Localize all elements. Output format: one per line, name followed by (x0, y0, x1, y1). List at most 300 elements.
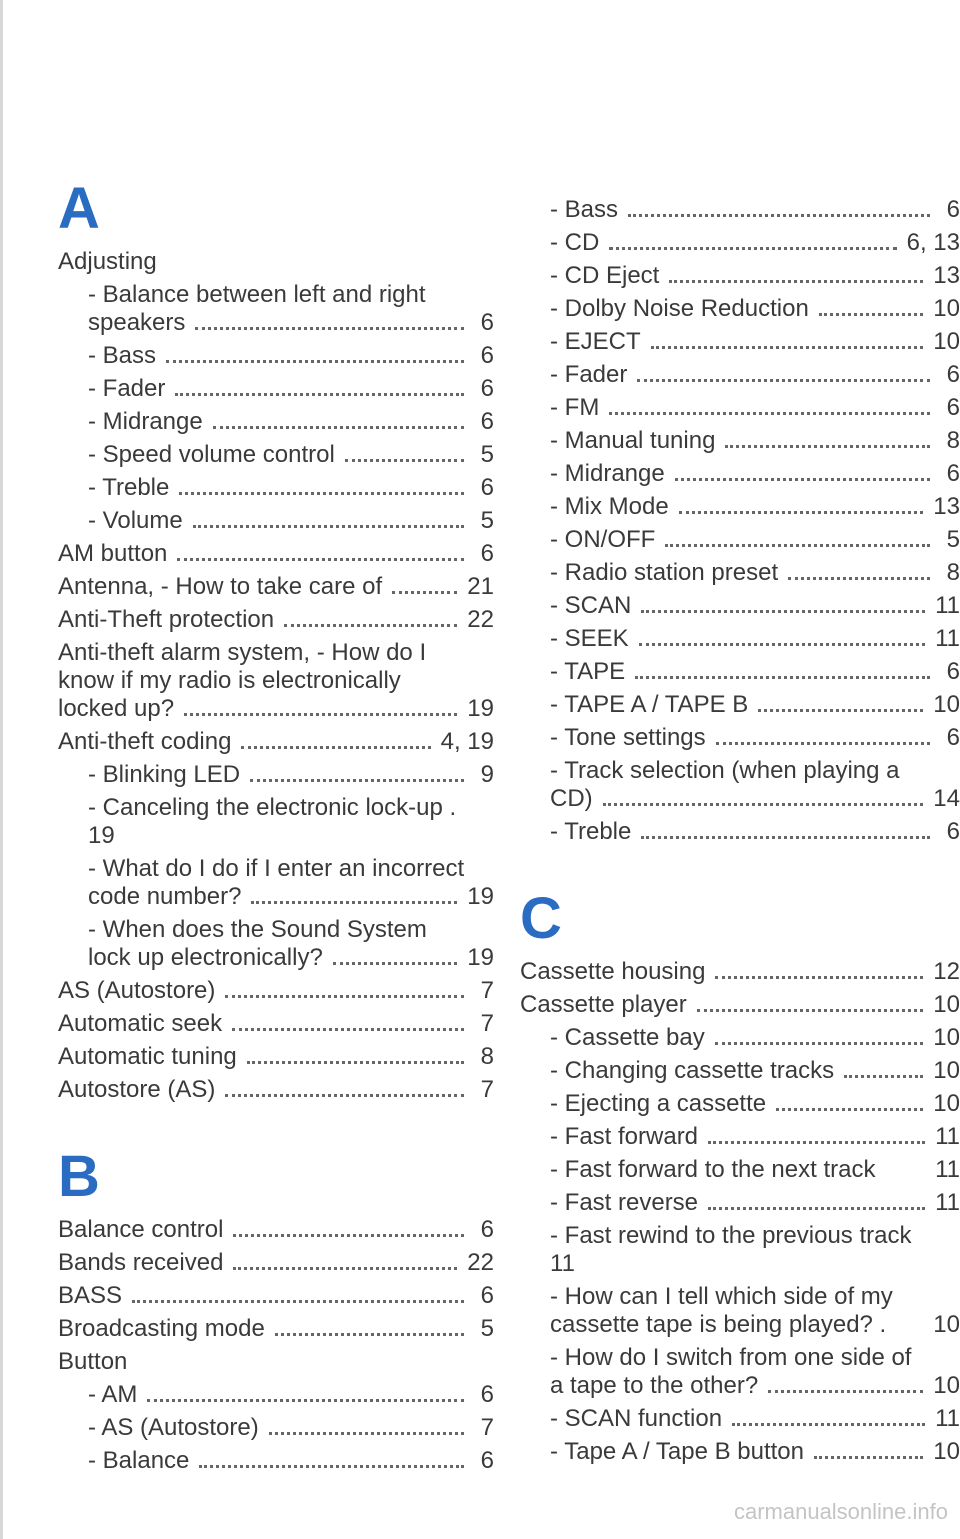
index-entry-row (550, 625, 960, 653)
index-entry-row (550, 262, 960, 290)
page-number: 6 (480, 1447, 494, 1474)
page-number: 7 (480, 1076, 494, 1103)
index-entry-label: - SCAN function (550, 1405, 723, 1432)
index-entry-label: Button (58, 1348, 128, 1375)
dot-leader (184, 713, 457, 716)
dot-leader (708, 1141, 925, 1144)
dot-leader (225, 1094, 464, 1097)
dot-leader (392, 591, 457, 594)
index-entry (520, 559, 960, 587)
page-number: 8 (946, 559, 960, 586)
index-entry-row (550, 394, 960, 422)
index-entry (520, 1405, 960, 1433)
index-entry (58, 606, 494, 634)
page-number: 7 (480, 1414, 494, 1441)
dot-leader (275, 1333, 464, 1336)
index-entry (520, 427, 960, 455)
index-entry-text: know if my radio is electronically (58, 667, 401, 694)
index-entry (58, 281, 494, 337)
index-entry-label: 11 (550, 1250, 575, 1277)
index-entry-row (58, 695, 494, 723)
dot-leader (147, 1399, 464, 1402)
dot-leader (675, 478, 930, 481)
index-entry-row (550, 427, 960, 455)
page-number: 12 (933, 958, 960, 985)
index-entry-label: - Fast reverse (550, 1189, 699, 1216)
page-number: 6 (480, 408, 494, 435)
page-number: 5 (480, 441, 494, 468)
dot-leader (232, 1028, 464, 1031)
index-entry-row (550, 559, 960, 587)
page-number: 13 (933, 493, 960, 520)
dot-leader (225, 995, 464, 998)
page-number: 21 (467, 573, 494, 600)
index-entry (520, 229, 960, 257)
index-entry-label: - Ejecting a cassette (550, 1090, 767, 1117)
dot-leader (651, 346, 924, 349)
index-entry-label: Automatic seek (58, 1010, 223, 1037)
index-entry-label: - CD Eject (550, 262, 660, 289)
index-entry-label: - Blinking LED (88, 761, 241, 788)
dot-leader (177, 558, 464, 561)
index-entry (520, 658, 960, 686)
index-entry-label: speakers (88, 309, 186, 336)
index-entry-row (550, 592, 960, 620)
page-number: 5 (480, 1315, 494, 1342)
index-entry (58, 1381, 494, 1409)
dot-leader (776, 1108, 923, 1111)
page-number: 11 (935, 1123, 960, 1150)
index-entry (58, 248, 494, 276)
index-entry-text: - Fast rewind to the previous track (550, 1222, 912, 1249)
dot-leader (195, 327, 464, 330)
page-number: 6 (480, 375, 494, 402)
page-number: 6 (480, 342, 494, 369)
dot-leader (725, 445, 930, 448)
page-number: 19 (467, 695, 494, 722)
dot-leader (844, 1075, 923, 1078)
index-entry-label: Antenna, - How to take care of (58, 573, 383, 600)
index-entry (58, 1282, 494, 1310)
dot-leader (213, 426, 464, 429)
page-number: 6 (946, 818, 960, 845)
dot-leader (635, 676, 930, 679)
index-entry-row (550, 295, 960, 323)
index-entry-label: - Fast forward to the next track (550, 1156, 876, 1183)
dot-leader (233, 1267, 457, 1270)
index-entry-label: lock up electronically? (88, 944, 323, 971)
page-number: 10 (933, 691, 960, 718)
index-entry-label: - Balance (88, 1447, 190, 1474)
index-entry-row (88, 375, 494, 403)
dot-leader (333, 962, 458, 965)
index-entry-row (520, 958, 960, 986)
dot-leader (179, 492, 464, 495)
index-entry-row (58, 1010, 494, 1038)
index-entry-label: - Mix Mode (550, 493, 669, 520)
index-entry (58, 474, 494, 502)
index-entry (520, 1123, 960, 1151)
dot-leader (715, 1042, 924, 1045)
page-number: 6 (480, 1216, 494, 1243)
index-entry-label: - EJECT (550, 328, 641, 355)
index-entry-label: - SCAN (550, 592, 632, 619)
page-number: 10 (933, 1024, 960, 1051)
dot-leader (732, 1423, 925, 1426)
index-entry-row (550, 1189, 960, 1217)
dot-leader (814, 1456, 923, 1459)
index-entry (520, 1344, 960, 1400)
index-entry-label: - Tone settings (550, 724, 706, 751)
index-entry-text: - Canceling the electronic lock-up . (88, 794, 457, 821)
page-number: 11 (935, 1189, 960, 1216)
index-entry (58, 1315, 494, 1343)
page-number: 19 (467, 883, 494, 910)
index-entry-row (58, 540, 494, 568)
index-entry-row (58, 1249, 494, 1277)
index-entry-text: - When does the Sound System (88, 916, 427, 943)
index-entry (520, 1090, 960, 1118)
dot-leader (708, 1207, 925, 1210)
dot-leader (637, 379, 930, 382)
index-entry-label: BASS (58, 1282, 123, 1309)
index-entry-label: - Treble (88, 474, 170, 501)
dot-leader (715, 976, 923, 979)
index-entry-label: - Treble (550, 818, 632, 845)
index-entry (58, 1216, 494, 1244)
index-entry-row (550, 1405, 960, 1433)
dot-leader (641, 836, 930, 839)
page-number: 4, 19 (440, 728, 494, 755)
section-letter: C (520, 886, 562, 951)
index-entry-row (520, 991, 960, 1019)
page-number: 6 (480, 309, 494, 336)
index-entry-row (58, 573, 494, 601)
page-number: 6 (480, 1282, 494, 1309)
index-entry-row (550, 526, 960, 554)
dot-leader (788, 577, 930, 580)
dot-leader (269, 1432, 464, 1435)
dot-leader (609, 247, 896, 250)
index-entry-label: Automatic tuning (58, 1043, 237, 1070)
index-entry-label: - SEEK (550, 625, 629, 652)
page-number: 10 (933, 1372, 960, 1399)
index-entry (520, 1057, 960, 1085)
page-number: 6 (946, 460, 960, 487)
page-number: 11 (935, 1156, 960, 1183)
page-number: 5 (480, 507, 494, 534)
dot-leader (199, 1465, 464, 1468)
index-entry-label: Bands received (58, 1249, 224, 1276)
index-entry-row (88, 309, 494, 337)
index-entry (58, 794, 494, 850)
index-entry-row (58, 1282, 494, 1310)
index-entry (520, 493, 960, 521)
index-left-column (58, 176, 494, 1480)
index-entry (520, 757, 960, 813)
page-number: 13 (933, 262, 960, 289)
index-entry-row (550, 196, 960, 224)
index-entry-row (550, 460, 960, 488)
index-entry-row (550, 328, 960, 356)
index-entry (58, 573, 494, 601)
page-number: 10 (933, 1438, 960, 1465)
dot-leader (628, 214, 930, 217)
index-entry-label: AM button (58, 540, 168, 567)
index-entry (520, 592, 960, 620)
index-entry-row (550, 1438, 960, 1466)
index-entry-row (550, 361, 960, 389)
index-entry (58, 1249, 494, 1277)
dot-leader (819, 313, 924, 316)
index-entry-row (550, 493, 960, 521)
index-entry (58, 441, 494, 469)
index-entry (58, 728, 494, 756)
index-entry-label: locked up? (58, 695, 175, 722)
index-entry-row (58, 248, 494, 276)
section-letter: A (58, 176, 100, 241)
index-entry-row (88, 408, 494, 436)
index-entry (520, 295, 960, 323)
index-entry-label: - Cassette bay (550, 1024, 705, 1051)
dot-leader (716, 742, 930, 745)
page-number: 14 (933, 785, 960, 812)
dot-leader (284, 624, 457, 627)
page-edge (0, 0, 3, 1539)
index-entry-label: AS (Autostore) (58, 977, 216, 1004)
index-entry-row (550, 658, 960, 686)
index-entry-label: - Fader (550, 361, 628, 388)
dot-leader (241, 746, 430, 749)
index-entry (58, 1414, 494, 1442)
index-entry (520, 328, 960, 356)
index-entry-row (58, 606, 494, 634)
dot-leader (193, 525, 464, 528)
dot-leader (166, 360, 464, 363)
index-entry-text: - What do I do if I enter an incorrect (88, 855, 465, 882)
page-number: 6 (946, 724, 960, 751)
index-entry-label: - AS (Autostore) (88, 1414, 259, 1441)
dot-leader (250, 779, 464, 782)
page-number: 8 (480, 1043, 494, 1070)
index-entry-text: Anti-theft alarm system, - How do I (58, 639, 427, 666)
index-entry-label: - Radio station preset (550, 559, 779, 586)
page-number: 22 (467, 606, 494, 633)
page-number: 6 (946, 196, 960, 223)
index-entry (520, 196, 960, 224)
index-entry-label: - Tape A / Tape B button (550, 1438, 804, 1465)
index-entry-label: - Volume (88, 507, 183, 534)
index-entry-row (88, 474, 494, 502)
page-number: 22 (467, 1249, 494, 1276)
index-entry-row (550, 818, 960, 846)
index-entry-label: - FM (550, 394, 600, 421)
index-entry (58, 639, 494, 723)
index-entry-row (550, 229, 960, 257)
dot-leader (641, 610, 925, 613)
index-entry-row (550, 1156, 960, 1184)
index-entry (58, 375, 494, 403)
page-number: 10 (933, 1311, 960, 1338)
index-entry (520, 818, 960, 846)
index-entry (58, 1043, 494, 1071)
index-entry-label: - CD (550, 229, 600, 256)
index-entry (520, 724, 960, 752)
page-number: 5 (946, 526, 960, 553)
index-entry-row (88, 822, 494, 850)
index-entry-row (550, 724, 960, 752)
dot-leader (758, 709, 923, 712)
index-entry-row (58, 1315, 494, 1343)
index-entry (58, 761, 494, 789)
index-entry (520, 958, 960, 986)
index-entry-label: - Bass (550, 196, 619, 223)
index-entry-label: cassette tape is being played? . (550, 1311, 887, 1338)
index-entry (58, 540, 494, 568)
index-entry-label: - Changing cassette tracks (550, 1057, 835, 1084)
dot-leader (603, 803, 924, 806)
index-entry-label: - Fader (88, 375, 166, 402)
index-entry-row (88, 761, 494, 789)
index-entry-label: Adjusting (58, 248, 157, 275)
index-entry-label: Balance control (58, 1216, 224, 1243)
dot-leader (345, 459, 464, 462)
index-entry (520, 1222, 960, 1278)
index-entry-row (88, 1447, 494, 1475)
page-number: 11 (935, 592, 960, 619)
index-entry (520, 394, 960, 422)
index-entry (520, 991, 960, 1019)
index-entry-label: - Fast forward (550, 1123, 699, 1150)
page-number: 10 (933, 328, 960, 355)
index-entry-row (88, 507, 494, 535)
index-entry (58, 1348, 494, 1376)
dot-leader (697, 1009, 924, 1012)
index-entry-label: - TAPE A / TAPE B (550, 691, 749, 718)
page-number: 6 (480, 1381, 494, 1408)
index-entry (520, 1189, 960, 1217)
dot-leader (233, 1234, 464, 1237)
index-entry (58, 916, 494, 972)
index-entry (58, 855, 494, 911)
index-entry-label: - Midrange (550, 460, 665, 487)
index-entry-text: - How can I tell which side of my (550, 1283, 893, 1310)
index-entry (58, 977, 494, 1005)
index-entry-text: - Balance between left and right (88, 281, 426, 308)
dot-leader (639, 643, 925, 646)
index-entry (520, 460, 960, 488)
index-entry-label: Cassette housing (520, 958, 706, 985)
index-entry-row (58, 1348, 494, 1376)
page-number: 6 (946, 658, 960, 685)
index-entry-row (550, 785, 960, 813)
index-entry-text: - Track selection (when playing a (550, 757, 900, 784)
page-number: 8 (946, 427, 960, 454)
index-entry-row (550, 1123, 960, 1151)
index-entry-label: - AM (88, 1381, 138, 1408)
index-entry (520, 1438, 960, 1466)
page-number: 6, 13 (906, 229, 960, 256)
index-entry (58, 1076, 494, 1104)
page-number: 6 (946, 394, 960, 421)
index-entry-label: CD) (550, 785, 593, 812)
index-entry-label: - Manual tuning (550, 427, 716, 454)
dot-leader (665, 544, 930, 547)
index-entry (520, 1024, 960, 1052)
index-entry-row (88, 342, 494, 370)
index-entry-row (550, 1024, 960, 1052)
index-right-column (520, 196, 960, 1471)
index-entry-label: Anti-theft coding (58, 728, 232, 755)
index-entry (520, 1156, 960, 1184)
dot-leader (609, 412, 930, 415)
index-entry (520, 625, 960, 653)
page-number: 9 (480, 761, 494, 788)
index-entry-row (550, 1090, 960, 1118)
index-entry-row (550, 1372, 960, 1400)
index-entry-row (88, 944, 494, 972)
index-entry (58, 342, 494, 370)
index-entry-label: Autostore (AS) (58, 1076, 216, 1103)
index-entry-row (550, 1057, 960, 1085)
index-entry-label: - Bass (88, 342, 157, 369)
index-entry-row (58, 977, 494, 1005)
dot-leader (679, 511, 924, 514)
index-entry-text: - How do I switch from one side of (550, 1344, 912, 1371)
page-number: 10 (933, 991, 960, 1018)
index-entry-row (58, 1216, 494, 1244)
page-number: 19 (467, 944, 494, 971)
dot-leader (247, 1061, 464, 1064)
index-entry (58, 1010, 494, 1038)
index-entry (520, 1283, 960, 1339)
page-number: 11 (935, 625, 960, 652)
index-entry-row (550, 1311, 960, 1339)
index-entry-label: Broadcasting mode (58, 1315, 265, 1342)
index-entry-row (58, 728, 494, 756)
index-entry-row (88, 441, 494, 469)
section-letter: B (58, 1144, 100, 1209)
watermark: carmanualsonline.info (733, 1499, 948, 1524)
index-entry-row (58, 1043, 494, 1071)
index-entry-label: Anti-Theft protection (58, 606, 275, 633)
dot-leader (768, 1390, 923, 1393)
dot-leader (251, 901, 457, 904)
page-number: 10 (933, 1090, 960, 1117)
index-entry-label: Cassette player (520, 991, 687, 1018)
index-entry-row (88, 1414, 494, 1442)
index-entry-label: - Midrange (88, 408, 203, 435)
page-number: 7 (480, 1010, 494, 1037)
index-entry (520, 691, 960, 719)
index-entry (58, 507, 494, 535)
page-number: 10 (933, 1057, 960, 1084)
index-entry-label: - TAPE (550, 658, 626, 685)
index-entry-row (550, 1250, 960, 1278)
index-entry-row (58, 1076, 494, 1104)
index-entry (520, 262, 960, 290)
index-entry-label: 19 (88, 822, 115, 849)
dot-leader (132, 1300, 464, 1303)
page-number: 6 (480, 474, 494, 501)
dot-leader (669, 280, 923, 283)
page-number: 7 (480, 977, 494, 1004)
index-entry-label: a tape to the other? (550, 1372, 759, 1399)
index-entry-label: - Speed volume control (88, 441, 335, 468)
page-number: 11 (935, 1405, 960, 1432)
page-number: 6 (480, 540, 494, 567)
index-entry-row (88, 1381, 494, 1409)
